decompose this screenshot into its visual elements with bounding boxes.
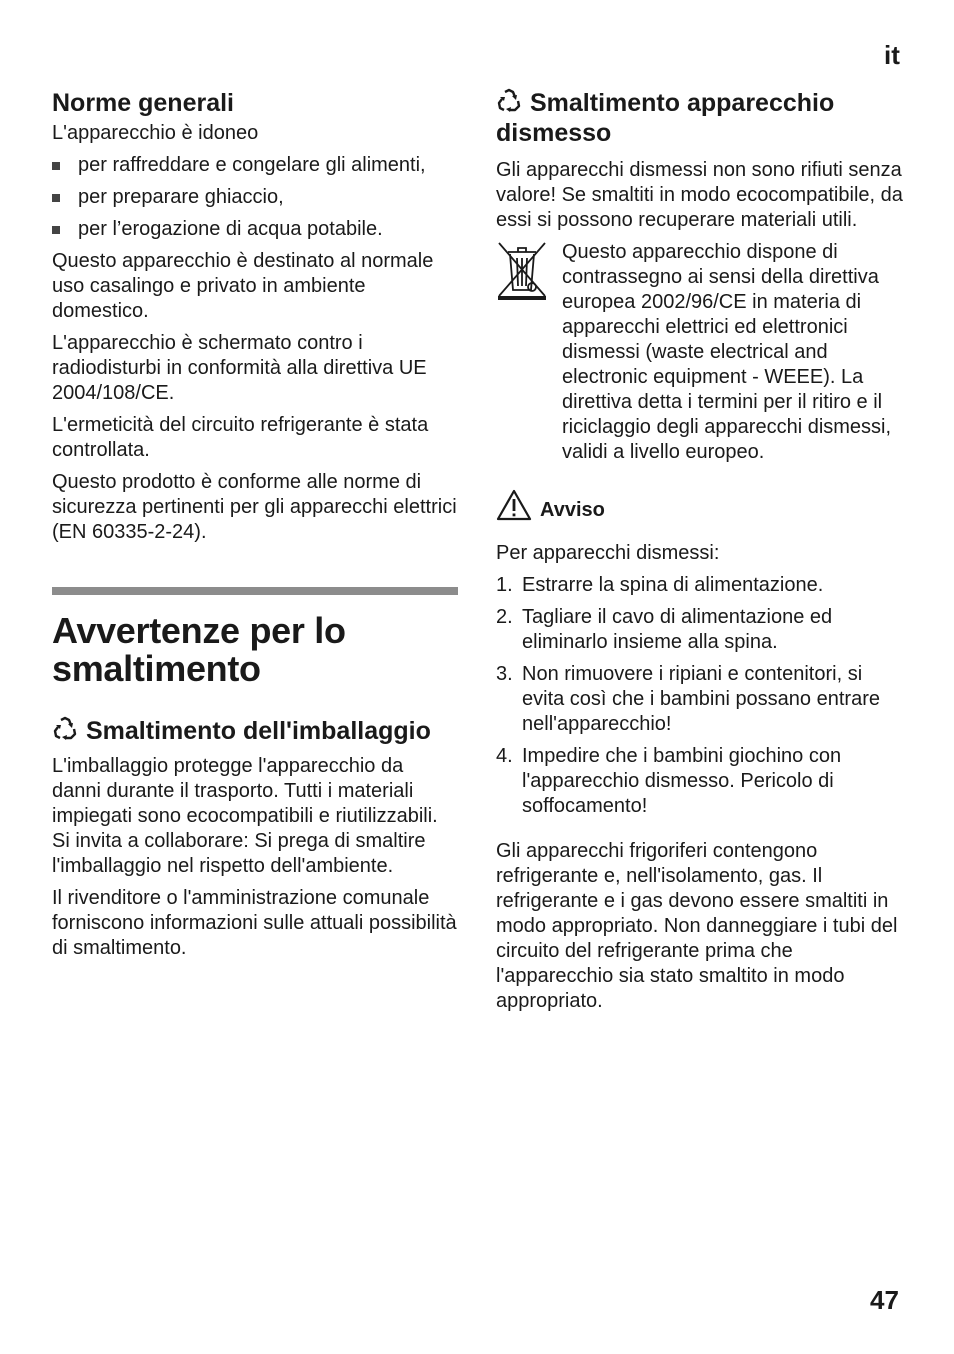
page-number: 47 [870,1285,899,1315]
refrigerant-paragraph: Gli apparecchi frigoriferi contengono refrigerante e, nell'isolamento, gas. Il refrigerante e i gas devono essere smaltiti in modo appropriato. Non danneggiare i tubi del circuito del refrigerante prima che l'apparecchio sia stato smaltito in modo appropriato. [496,840,898,1012]
recycle-icon [52,716,78,742]
warning-header [496,489,906,521]
warning-label: Avviso [540,499,605,521]
general-paragraph: Questo prodotto è conforme alle norme di sicurezza pertinenti per gli apparecchi elettrici (EN 60335-2-24). [52,471,457,543]
usage-list [52,153,457,242]
bullet-icon [52,194,60,202]
packaging-paragraph: Il rivenditore o l'amministrazione comunale forniscono informazioni sulle attuali possibilità di smaltimento. [52,887,457,959]
disposal-steps [496,573,906,819]
warning-icon [496,489,532,521]
left-column [52,88,457,961]
general-intro: L'apparecchio è idoneo [52,122,259,144]
disposal-heading: Avvertenze per lo smaltimento [52,610,346,689]
recycle-icon [496,88,522,114]
right-column [496,88,906,1014]
general-paragraph: Questo apparecchio è destinato al normale uso casalingo e privato in ambiente domestico. [52,250,434,322]
weee-notice [496,240,906,465]
old-appliance-heading: Smaltimento apparecchio dismesso [496,89,835,147]
old-appliance-intro: Gli apparecchi dismessi non sono rifiuti senza valore! Se smaltiti in modo ecocompatibile, da essi si possono recuperare materiali utili. [496,159,903,231]
weee-text: Questo apparecchio dispone di contrassegno ai sensi della direttiva europea 2002/96/CE in materia di apparecchi elettrici ed elettronici dismessi (waste electrical and electronic equipment - WEEE). La direttiva detta i termini per il ritiro e il riciclaggio degli apparecchi dismessi, validi a livello europeo. [562,241,892,463]
list-item: 2. Tagliare il cavo di alimentazione ed eliminarlo insieme alla spina. [496,606,833,653]
list-item: per raffreddare e congelare gli alimenti, [52,153,457,178]
packaging-heading: Smaltimento dell'imballaggio [52,716,457,746]
crossed-bin-icon [496,240,548,300]
bullet-icon [52,162,60,170]
general-paragraph: L'apparecchio è schermato contro i radiodisturbi in conformità alla direttiva UE 2004/108/CE. [52,332,427,404]
section-divider [52,587,458,595]
list-item: per l’erogazione di acqua potabile. [52,217,457,242]
list-item: per preparare ghiaccio, [52,185,457,210]
bullet-icon [52,226,60,234]
general-paragraph: L'ermeticità del circuito refrigerante è stata controllata. [52,414,429,461]
packaging-paragraph: L'imballaggio protegge l'apparecchio da danni durante il trasporto. Tutti i materiali impiegati sono ecocompatibili e riutilizzabili. Si invita a collaborare: Si prega di smaltire l'imballaggio nel rispetto dell'ambiente. [52,755,438,877]
warning-intro: Per apparecchi dismessi: [496,542,720,564]
list-item: 4. Impedire che i bambini giochino con l'apparecchio dismesso. Pericolo di soffocamento! [496,745,842,817]
list-item: 1. Estrarre la spina di alimentazione. [496,574,824,596]
list-item: 3. Non rimuovere i ripiani e contenitori, si evita così che i bambini possano entrare nell'apparecchio! [496,663,880,735]
language-code: it [884,40,900,70]
general-rules-heading: Norme generali [52,89,235,117]
